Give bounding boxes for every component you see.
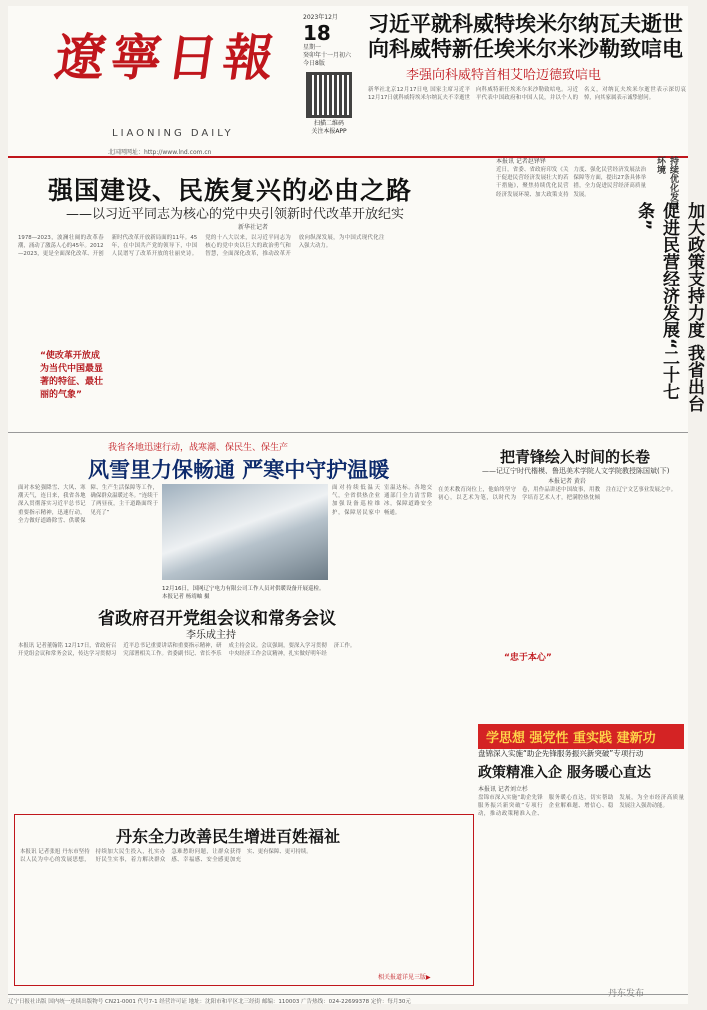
meeting-body: 本报讯 记者董翰铭 12月17日，省政府召开党组会议和常务会议，传达学习贯彻习近平总书记重要讲话和重要指示精神，研究部署相关工作。省委副书记、省长李乐成主持会议。会议强调，要深入学习贯彻中央经济工作会议精神，扎实做好明年经济工作。 (18, 643, 356, 658)
policy-byline: 本报讯 记者刘立杉 (478, 786, 528, 793)
lead-subheadline: ——以习近平同志为核心的党中央引领新时代改革开放纪实 (66, 207, 405, 222)
arts-body: 在美术教育岗位上，他始终坚守初心，以艺术为笔，以时代为卷，用作品讲述中国故事，用教学培育艺术人才，把满腔热忱倾注在辽宁文艺事业发展之中。 (438, 487, 677, 502)
commentary-body: 近日，省委、省政府印发《关于促进民营经济发展壮大的若干措施》，聚焦持续优化民营经济发展环境、加大政策支持力度、强化民营经济发展法治保障等方面，提出27条具体举措，全力促进民营经济高质量发展。 (496, 167, 646, 198)
dandong-headline: 丹东全力改善民生增进百姓福祉 (116, 827, 341, 846)
arts-byline: 本报记者 黄岩 (548, 478, 586, 485)
website-url: 北国网网址：http://www.lnd.com.cn (108, 149, 212, 156)
dandong-body: 本报讯 记者张旭 丹东市坚持以人民为中心的发展思想，持续加大民生投入，扎实办好民生实事，着力解决群众急难愁盼问题，让群众获得感、幸福感、安全感更加充实、更有保障、更可持续。 (20, 849, 312, 864)
snow-body-right: 面对持续低温天气，全省供热企业加强设备巡检维护，保障居民家中室温达标。各地交通部门全力清雪除冰，保障道路安全畅通。 (332, 485, 432, 516)
top-headline: 习近平就科威特埃米尔纳瓦夫逝世 向科威特新任埃米尔米沙勒致唁电 (368, 12, 683, 61)
commentary-byline: 本报讯 记者赵铎铎 (496, 158, 546, 165)
arts-headline: 把青锋绘入时间的长卷 (500, 448, 651, 466)
meeting-headline: 省政府召开党组会议和常务会议 (98, 609, 336, 629)
policy-headline: 政策精准入企 服务暖心直达 (478, 765, 651, 781)
lead-byline: 新华社记者 (238, 224, 269, 231)
commentary-headline: 加大政策支持力度 我省出台促进民营经济发展“二十七条” (634, 202, 704, 412)
snow-body-left: 面对本轮强降雪、大风、寒潮天气，连日来，我省各地深入贯彻落实习近平总书记重要指示精神，迅速行动，全力做好道路除雪、供暖保障、生产生活保障等工作，确保群众温暖过冬。“连续干了两昼夜，主干道路面终于见亮了” (18, 485, 158, 524)
lead-body: 1978—2023，波澜壮阔的改革春潮，涌动了激荡人心的45年。2012—2023，更是全面深化改革、开创新时代改革开放新局面的11年。45年，在中国共产党的领导下，中国人民谱写了改革开放的壮丽史诗。党的十八大以来，以习近平同志为核心的党中央以巨大的政治勇气和智慧，全面深化改革，推动改革开放向纵深发展，为中国式现代化注入强大动力。 (18, 235, 385, 258)
section-rule (8, 432, 688, 433)
watermark: 丹东发布 (608, 989, 645, 999)
newspaper-page (8, 6, 704, 1005)
snow-headline: 风雪里力保畅通 严寒中守护温暖 (88, 458, 390, 482)
top-story-body: 新华社北京12月17日电 国家主席习近平12月17日就科威特埃米尔纳瓦夫不幸逝世向科威特新任埃米尔米沙勒致唁电。习近平代表中国政府和中国人民，并以个人的名义，对纳瓦夫埃米尔逝世表示深切哀悼，向其家属表示诚挚慰问。 (368, 87, 686, 102)
snow-photo (162, 484, 328, 580)
newspaper-english-name: LIAONING DAILY (112, 128, 234, 139)
lead-pullquote: “使改革开放成为当代中国最显著的特征、最壮丽的气象” (38, 346, 108, 402)
newspaper-logo: 遼寧日報 (51, 28, 284, 87)
top-subheadline: 李强向科威特首相艾哈迈德致唁电 (406, 68, 602, 83)
lead-headline: 强国建设、民族复兴的必由之路 (48, 176, 413, 205)
snow-kicker: 我省各地迅速行动，战寒潮、保民生、保生产 (108, 443, 289, 453)
arts-subheadline: ——记辽宁时代楷模、鲁迅美术学院人文学院教授陈国斌(下) (482, 467, 670, 475)
policy-body: 盘锦市深入实施“助企先锋服务振兴新突破”专项行动，推动政策精准入企、服务暖心直达，切实帮助企业解难题、增信心、稳发展，为全市经济高质量发展注入强劲动能。 (478, 795, 684, 818)
page-footer: 辽宁日报社出版 国内统一连续出版物号 CN21-0001 代号7-1 经营许可证 地址：沈阳市和平区北三经街 邮编：110003 广告热线：024-22699378 定价：每月30元 (8, 994, 688, 1005)
qr-caption: 扫描二维码 关注本报APP (311, 120, 347, 135)
dandong-related-link[interactable]: 相关报道详见三版▶ (378, 974, 431, 981)
issue-date: 2023年12月 18 星期一 癸卯年十一月初六 今日8版 (303, 14, 352, 67)
meeting-subheadline: 李乐成主持 (186, 630, 236, 641)
slogan-banner: 学思想 强党性 重实践 建新功 (478, 724, 684, 749)
snow-photo-caption: 12月16日，国网辽宁电力有限公司工作人员对供暖设备开展巡检。本报记者 杨靖岫 摄 (162, 586, 325, 600)
commentary-kicker: 持续优化发展环境 (655, 156, 678, 210)
qr-code (306, 72, 352, 118)
policy-kicker: 盘锦深入实施“助企先锋服务振兴新突破”专项行动 (478, 749, 644, 758)
arts-subtitle: “忠于本心” (504, 650, 552, 663)
